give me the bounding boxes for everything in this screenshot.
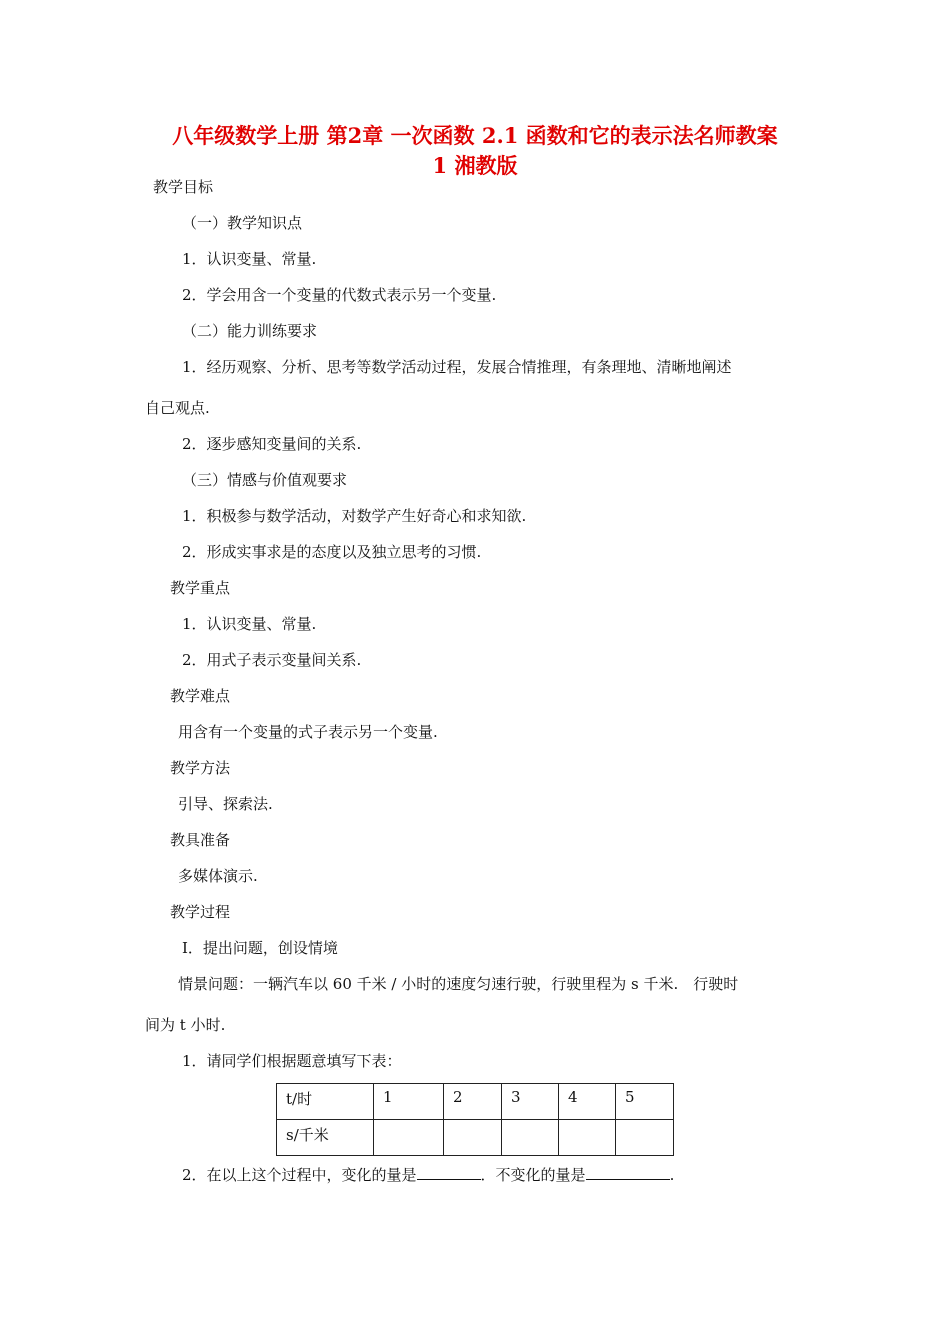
table-cell-empty bbox=[444, 1120, 502, 1156]
paragraph: 2．学会用含一个变量的代数式表示另一个变量. bbox=[182, 286, 497, 304]
paragraph: 多媒体演示. bbox=[178, 867, 258, 885]
table-row bbox=[277, 1120, 674, 1156]
paragraph: 1．认识变量、常量. bbox=[182, 615, 317, 633]
answer-blank bbox=[417, 1163, 481, 1180]
section-heading-difficulties: 教学难点 bbox=[170, 687, 231, 705]
question-text: 2．在以上这个过程中，变化的量是 bbox=[182, 1166, 417, 1184]
table-cell-empty bbox=[502, 1120, 559, 1156]
table-cell: 3 bbox=[502, 1084, 559, 1120]
question-text: . bbox=[669, 1166, 675, 1184]
paragraph: 1．请同学们根据题意填写下表： bbox=[182, 1052, 402, 1070]
title-line-2: 1 湘教版 bbox=[432, 153, 518, 178]
section-heading-methods: 教学方法 bbox=[170, 759, 231, 777]
paragraph: 引导、探索法. bbox=[178, 795, 273, 813]
section-heading-goals: 教学目标 bbox=[153, 178, 214, 196]
question-text: ．不变化的量是 bbox=[480, 1166, 586, 1184]
section-heading-process: 教学过程 bbox=[170, 903, 231, 921]
table-cell-empty bbox=[374, 1120, 444, 1156]
paragraph: 1．经历观察、分析、思考等数学活动过程，发展合情推理，有条理地、清晰地阐述 bbox=[182, 358, 732, 376]
answer-blank bbox=[586, 1163, 670, 1180]
table-cell-empty bbox=[559, 1120, 616, 1156]
document-title bbox=[140, 121, 810, 181]
paragraph: Ⅰ．提出问题，创设情境 bbox=[182, 939, 338, 957]
fill-in-table bbox=[276, 1083, 674, 1156]
table-row bbox=[277, 1084, 674, 1120]
subsection-knowledge: （一）教学知识点 bbox=[182, 214, 303, 232]
question-2 bbox=[182, 1163, 674, 1186]
paragraph: 1．认识变量、常量. bbox=[182, 250, 317, 268]
paragraph: 2．逐步感知变量间的关系. bbox=[182, 435, 362, 453]
paragraph: 2．形成实事求是的态度以及独立思考的习惯. bbox=[182, 543, 482, 561]
subsection-ability: （二）能力训练要求 bbox=[182, 322, 318, 340]
paragraph: 2．用式子表示变量间关系. bbox=[182, 651, 362, 669]
table-cell: t/时 bbox=[277, 1084, 374, 1120]
table-cell-empty bbox=[616, 1120, 674, 1156]
paragraph-continuation: 自己观点. bbox=[145, 399, 210, 417]
subsection-emotion: （三）情感与价值观要求 bbox=[182, 471, 348, 489]
table-cell: s/千米 bbox=[277, 1120, 374, 1156]
paragraph: 1．积极参与数学活动，对数学产生好奇心和求知欲. bbox=[182, 507, 527, 525]
table-cell: 1 bbox=[374, 1084, 444, 1120]
paragraph: 情景问题：一辆汽车以 60 千米 / 小时的速度匀速行驶，行驶里程为 s 千米. 行驶时 bbox=[178, 975, 739, 993]
table-cell: 2 bbox=[444, 1084, 502, 1120]
paragraph-continuation: 间为 t 小时. bbox=[145, 1016, 226, 1034]
table-cell: 4 bbox=[559, 1084, 616, 1120]
section-heading-materials: 教具准备 bbox=[170, 831, 231, 849]
section-heading-key-points: 教学重点 bbox=[170, 579, 231, 597]
title-line-1: 八年级数学上册 第2章 一次函数 2.1 函数和它的表示法名师教案 bbox=[172, 123, 778, 148]
table-cell: 5 bbox=[616, 1084, 674, 1120]
paragraph: 用含有一个变量的式子表示另一个变量. bbox=[178, 723, 438, 741]
